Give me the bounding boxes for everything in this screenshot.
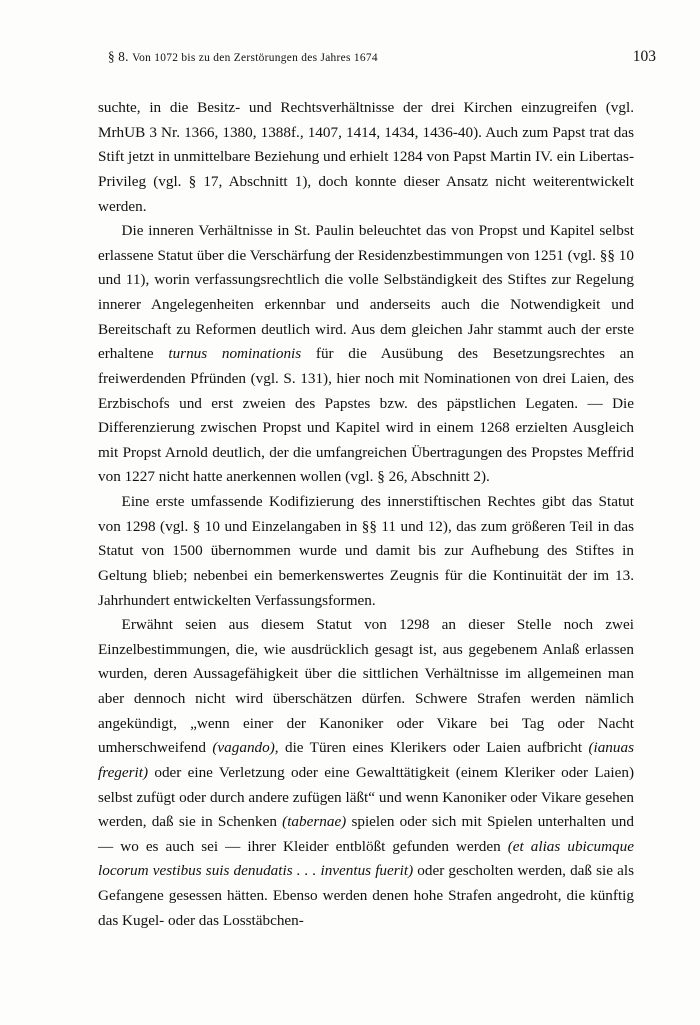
running-head-title: Von 1072 bis zu den Zerstörungen des Jahres 1674 xyxy=(132,52,378,64)
text-run: , die Türen eines Klerikers oder Laien aufbricht xyxy=(274,739,589,757)
text-run: oder eine Verletzung oder eine Gewalttätigkeit (einem Kleriker oder Laien) selbst zufügt oder durch andere zufügen läßt“ und wenn Kanoniker oder Vikare gesehen werden, daß sie in Schenken xyxy=(98,763,634,831)
italic-phrase: turnus nominationis xyxy=(168,345,302,363)
italic-phrase: (tabernae) xyxy=(282,813,347,831)
italic-phrase: (vagando) xyxy=(212,739,275,757)
text-run: Erwähnt seien aus diesem Statut von 1298 an dieser Stelle noch zwei Einzelbestimmungen, die, wie ausdrücklich gesagt ist, aus gegebenem Anlaß erlassen wurden, deren Aussagefähigkeit über die sittlichen Verhältnisse im allgemeinen man aber dennoch nicht wird überschätzen dürfen. Schwere Strafen werden nämlich angekündigt, „wenn einer der Kanoniker oder Vikare bei Tag oder Nacht umherschweifend xyxy=(98,616,634,757)
paragraph-4 xyxy=(98,613,634,933)
text-run: spielen oder sich mit Spielen unterhalten und — wo es auch sei — ihrer Kleider entblößt gefunden werden xyxy=(98,813,634,855)
running-head xyxy=(108,49,378,65)
italic-phrase: (ianuas fregerit) xyxy=(98,739,634,781)
paragraph-2 xyxy=(98,219,634,490)
body-text xyxy=(46,96,654,933)
text-run: für die Ausübung des Besetzungsrechtes an freiwerdenden Pfründen (vgl. S. 131), hier noch mit Nominationen von drei Laien, des Erzbischofs und erst zweien des Papstes bzw. des päpstlichen Legaten. — Die Differenzierung zwischen Propst und Kapitel wird in einem 1268 erzielten Ausgleich mit Propst Arnold deutlich, der die umfangreichen Übertragungen des Propstes Meffrid von 1227 nicht hatte anerkennen wollen (vgl. § 26, Abschnitt 2). xyxy=(98,345,634,486)
italic-phrase: (et alias ubicumque locorum vestibus suis denudatis . . . inventus fuerit) xyxy=(98,837,634,880)
text-run: Eine erste umfassende Kodifizierung des innerstiftischen Rechtes gibt das Statut von 1298 (vgl. § 10 und Einzelangaben in §§ 11 und 12), das zum größeren Teil in das Statut von 1500 übernommen wurde und damit bis zur Aufhebung des Stiftes in Geltung blieb; nebenbei ein bemerkenswertes Zeugnis für die Kontinuität der im 13. Jahrhundert entwickelten Verfassungsformen. xyxy=(98,493,634,609)
paragraph-3 xyxy=(98,490,634,613)
text-run: suchte, in die Besitz- und Rechtsverhältnisse der drei Kirchen einzugreifen (vgl. MrhUB 3 Nr. 1366, 1380, 1388f., 1407, 1414, 1434, 1436-40). Auch zum Papst trat das Stift jetzt in unmittelbare Beziehung und erhielt 1284 von Papst Martin IV. ein Libertas-Privileg (vgl. § 17, Abschnitt 1), doch konnte dieser Ansatz nicht weiterentwickelt werden. xyxy=(98,99,634,215)
page-header xyxy=(46,48,654,78)
running-head-section: § 8. xyxy=(108,49,129,64)
paragraph-1 xyxy=(98,96,634,219)
text-run: Die inneren Verhältnisse in St. Paulin beleuchtet das von Propst und Kapitel selbst erlassene Statut über die Verschärfung der Residenzbestimmungen von 1251 (vgl. §§ 10 und 11), worin verfassungsrechtlich die volle Selbständigkeit des Stiftes zur Regelung innerer Angelegenheiten erkennbar und anderseits auch die Notwendigkeit und Bereitschaft zu Reformen deutlich wird. Aus dem gleichen Jahr stammt auch der erste erhaltene xyxy=(98,222,634,363)
text-run: oder gescholten werden, daß sie als Gefangene gesessen hätten. Ebenso werden denen hohe Strafen angedroht, die künftig das Kugel- oder das Losstäbchen- xyxy=(98,862,634,929)
page-number: 103 xyxy=(632,48,656,65)
